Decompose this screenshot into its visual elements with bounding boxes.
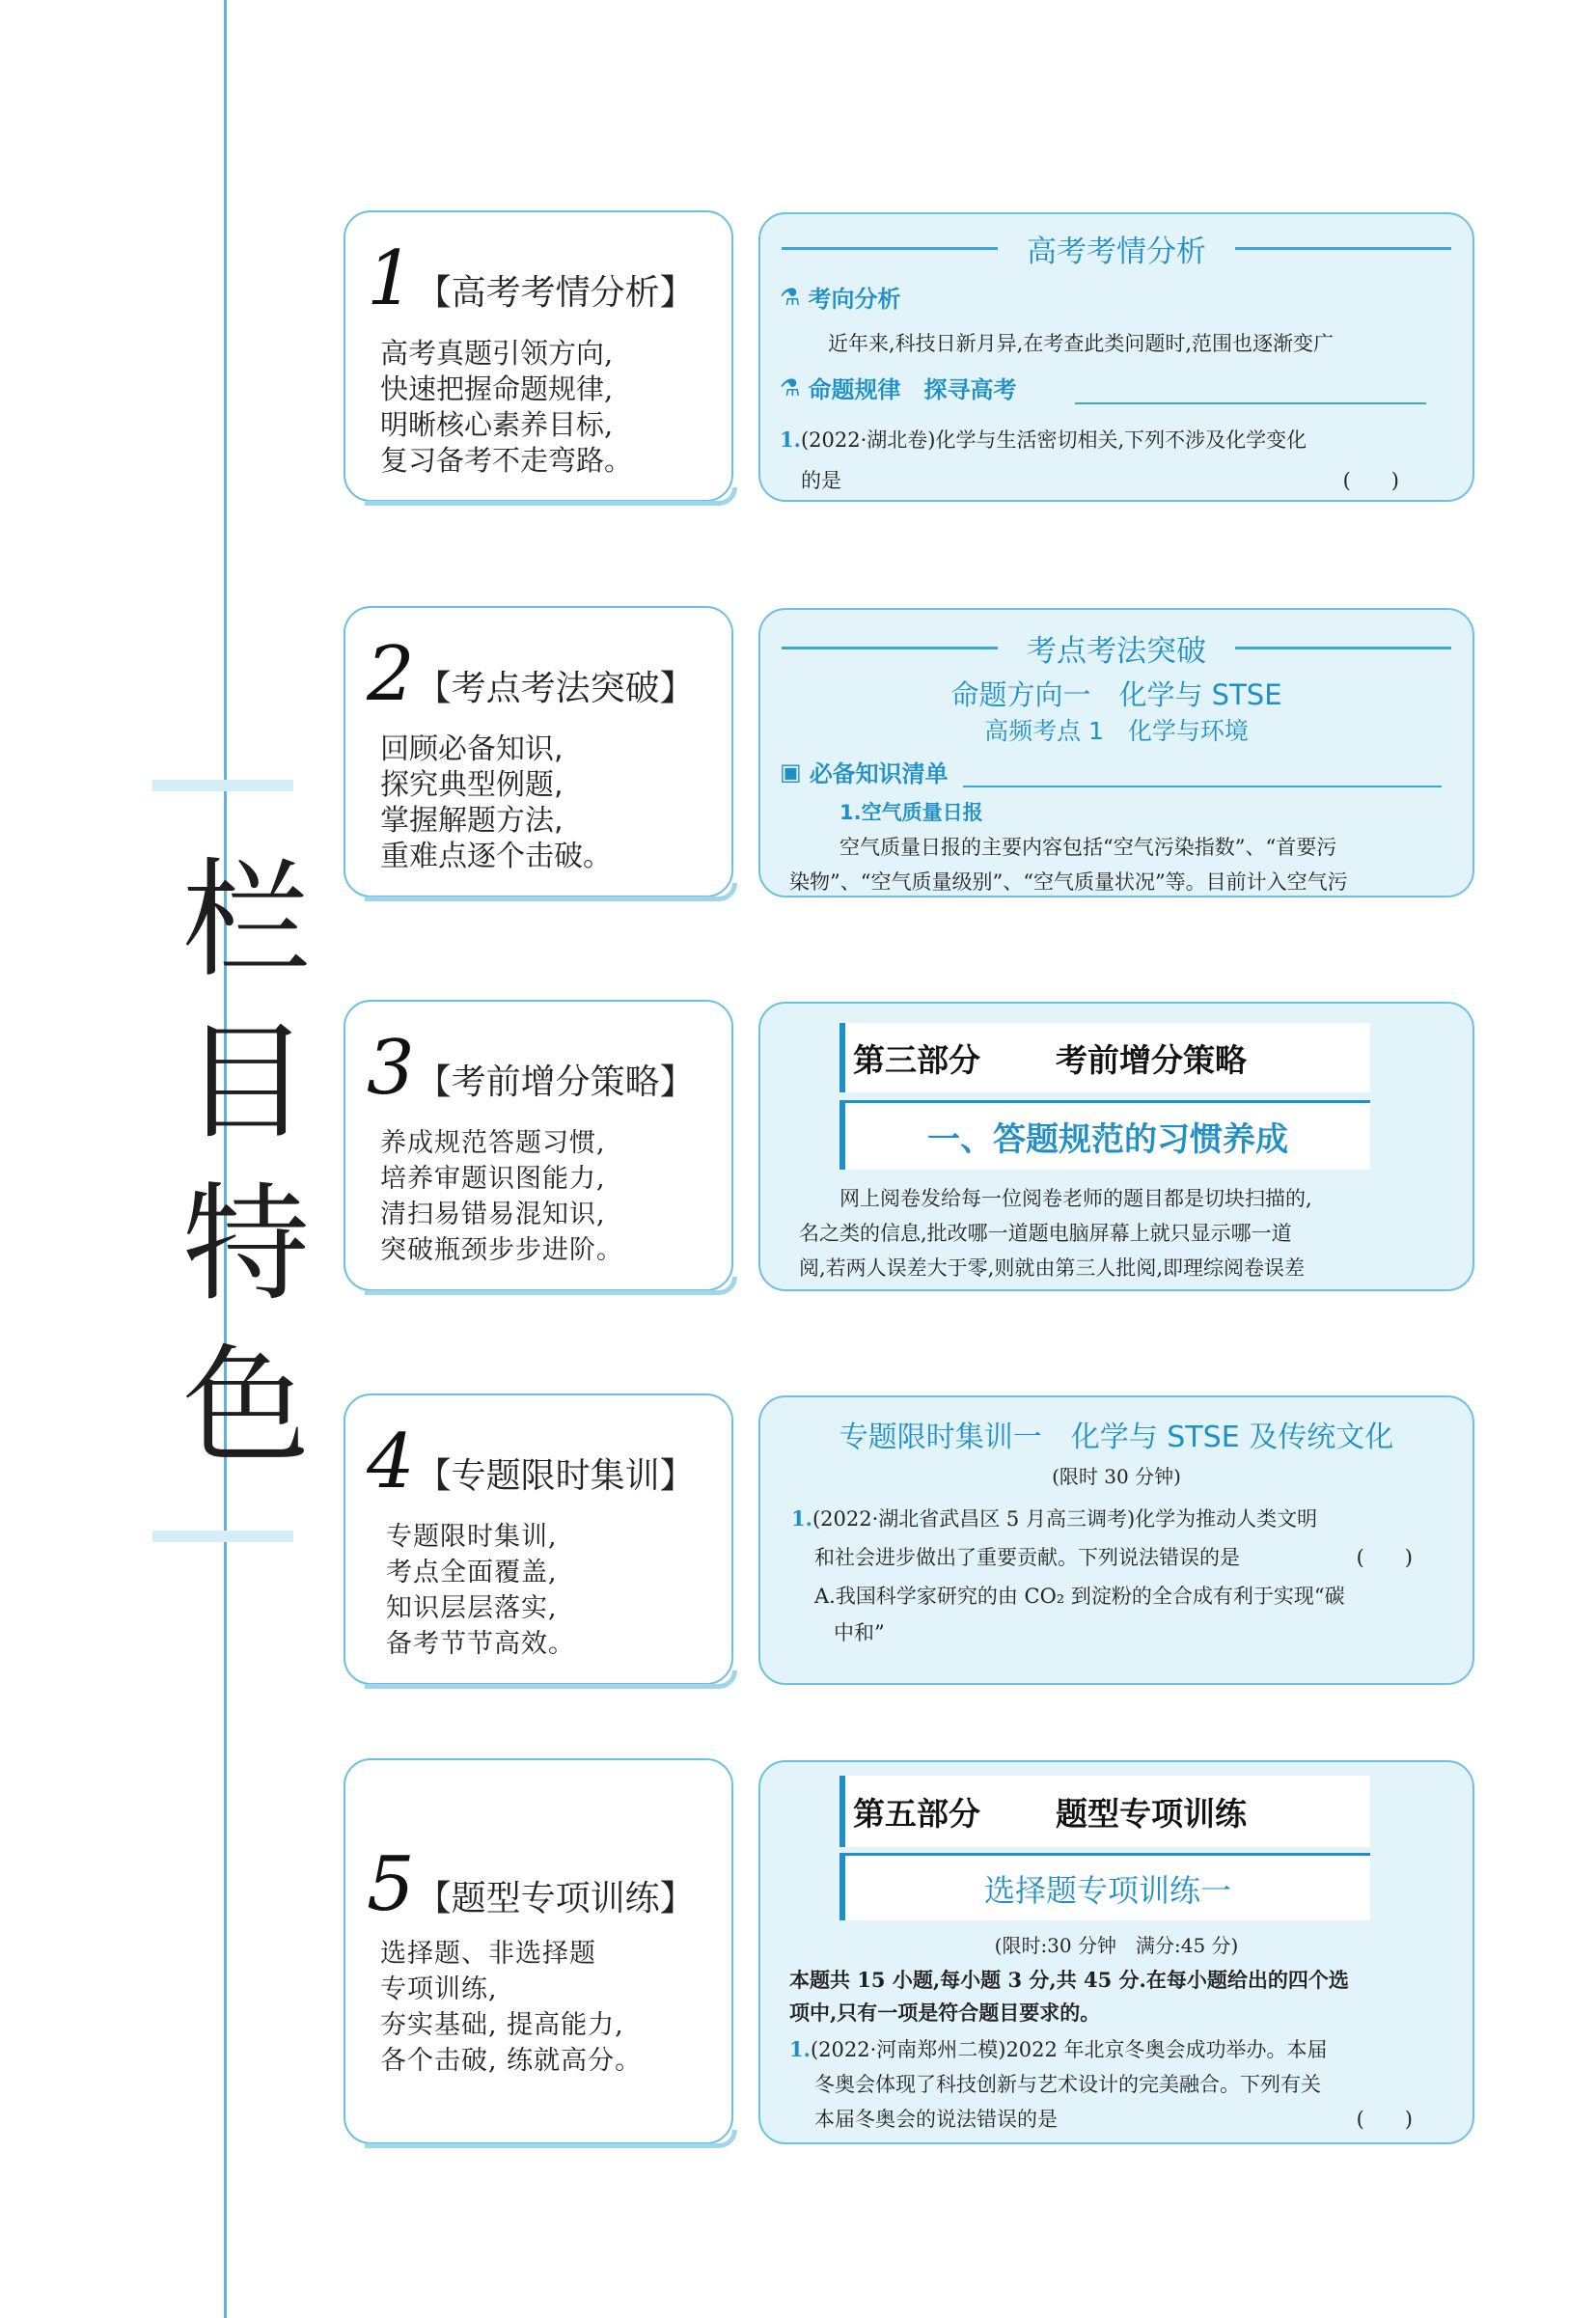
preview-panel-4: [758, 1395, 1474, 1685]
part-label: 第五部分: [853, 1794, 980, 1833]
chapter-title: 一、答题规范的习惯养成: [927, 1120, 1288, 1159]
card-number: 2: [367, 631, 415, 718]
desc-line: 夯实基础, 提高能力,: [380, 2010, 624, 2040]
underline: [963, 786, 1442, 787]
body-line: 网上阅卷发给每一位阅卷老师的题目都是切块扫描的,: [839, 1187, 1312, 1210]
chapter-heading: [839, 1853, 1370, 1920]
book-icon: ▣: [780, 758, 802, 786]
beaker-icon: ⚗: [780, 373, 801, 401]
desc-line: 回顾必备知识,: [380, 732, 564, 766]
part-heading: [839, 1776, 1370, 1847]
preview-panel-3: [758, 1002, 1474, 1291]
side-title-char: 栏: [182, 846, 310, 995]
desc-line: 专项训练,: [380, 1974, 498, 2004]
question-line: [814, 2104, 1413, 2133]
question-text: (2022·湖北卷)化学与生活密切相关,下列不涉及化学变化: [800, 428, 1307, 452]
question-number: 1.: [789, 2037, 811, 2061]
preview-panel-1: [758, 212, 1474, 502]
subheading-text: 命题规律 探寻高考: [808, 376, 1017, 403]
section-5: [344, 1758, 1474, 2150]
topic-point: 高频考点 1 化学与环境: [984, 717, 1249, 745]
card-description: [380, 1125, 623, 1268]
card-description: [380, 336, 632, 479]
instruction-line: 本题共 15 小题,每小题 3 分,共 45 分.在每小题给出的四个选: [789, 1968, 1349, 1992]
card-description: [380, 731, 612, 874]
feature-card-4: [344, 1394, 733, 1685]
desc-line: 探究典型例题,: [380, 768, 564, 802]
question-text: 和社会进步做出了重要贡献。下列说法错误的是: [814, 1546, 1240, 1569]
card-number: 5: [367, 1841, 415, 1928]
card-title: 【专题限时集训】: [416, 1456, 695, 1496]
side-title: [182, 840, 310, 1488]
question-line: [801, 465, 1399, 494]
part-label: 第三部分: [853, 1040, 980, 1079]
card-number: 1: [367, 235, 415, 322]
question-text: (2022·河南郑州二模)2022 年北京冬奥会成功举办。本届: [810, 2038, 1328, 2061]
question-line: [780, 425, 1307, 454]
desc-line: 知识层层落实,: [386, 1593, 558, 1623]
card-title: 【考前增分策略】: [416, 1062, 695, 1102]
side-bar-bottom: [152, 1531, 293, 1542]
question-text: 的是: [801, 469, 841, 492]
card-description: [386, 1519, 575, 1662]
desc-line: 高考真题引领方向,: [380, 337, 614, 370]
side-bar-top: [152, 780, 293, 791]
desc-line: 掌握解题方法,: [380, 804, 564, 838]
section-1: [344, 210, 1474, 506]
preview-header-text: 高考考情分析: [1027, 234, 1206, 269]
feature-card-2: [344, 606, 733, 897]
side-title-char: 色: [182, 1333, 310, 1481]
part-title: 考前增分策略: [1056, 1040, 1247, 1079]
section-4: [344, 1394, 1474, 1689]
body-line: 名之类的信息,批改哪一道题电脑屏幕上就只显示哪一道: [799, 1222, 1292, 1245]
question-text: (2022·湖北省武昌区 5 月高三调考)化学为推动人类文明: [812, 1507, 1318, 1531]
feature-card-3: [344, 1000, 733, 1291]
time-limit: (限时:30 分钟 满分:45 分): [994, 1934, 1239, 1957]
question-line: [789, 2034, 1328, 2063]
preview-panel-2: [758, 608, 1474, 897]
body-line: 染物”、“空气质量级别”、“空气质量状况”等。目前计入空气污: [789, 870, 1348, 894]
desc-line: 快速把握命题规律,: [380, 373, 614, 405]
topic-direction: 命题方向一 化学与 STSE: [950, 678, 1282, 711]
section-2: [344, 606, 1474, 901]
subheading: [780, 280, 901, 314]
list-item-title: 1.空气质量日报: [839, 801, 983, 824]
body-line: 近年来,科技日新月异,在考查此类问题时,范围也逐渐变广: [828, 332, 1335, 355]
chapter-title: 选择题专项训练一: [983, 1871, 1231, 1909]
answer-bracket: ( ): [1356, 1546, 1413, 1569]
desc-line: 各个击破, 练就高分。: [380, 2046, 643, 2076]
desc-line: 突破瓶颈步步进阶。: [380, 1235, 623, 1265]
card-head: [367, 631, 695, 718]
desc-line: 考点全面覆盖,: [386, 1558, 558, 1587]
side-title-char: 目: [182, 1008, 310, 1157]
desc-line: 清扫易错易混知识,: [380, 1200, 606, 1229]
answer-bracket: ( ): [1342, 469, 1399, 492]
answer-bracket: ( ): [1356, 2108, 1413, 2131]
desc-line: 复习备考不走弯路。: [380, 444, 633, 477]
card-head: [367, 1841, 695, 1928]
subheading: [780, 371, 1017, 404]
subheading-text: 考向分析: [808, 286, 901, 313]
option-line: A.我国科学家研究的由 CO₂ 到淀粉的全合成有利于实现“碳: [814, 1585, 1345, 1608]
card-title: 【高考考情分析】: [416, 273, 695, 313]
question-text: 本届冬奥会的说法错误的是: [814, 2108, 1058, 2131]
card-number: 4: [367, 1419, 415, 1505]
desc-line: 明晰核心素养目标,: [380, 408, 614, 441]
card-description: [380, 1936, 642, 2079]
desc-line: 养成规范答题习惯,: [380, 1128, 606, 1158]
preview-header: [782, 232, 1451, 269]
flask-icon: ⚗: [780, 283, 801, 311]
question-line: [791, 1504, 1317, 1532]
question-line: 冬奥会体现了科技创新与艺术设计的完美融合。下列有关: [814, 2073, 1321, 2096]
desc-line: 选择题、非选择题: [380, 1939, 596, 1969]
card-head: [367, 235, 695, 322]
subheading-text: 必备知识清单: [809, 760, 949, 787]
question-number: 1.: [780, 428, 801, 452]
part-heading: [839, 1023, 1370, 1092]
instruction-line: 项中,只有一项是符合题目要求的。: [789, 2001, 1101, 2025]
section-3: [344, 1000, 1474, 1295]
desc-line: 重难点逐个击破。: [380, 840, 612, 873]
question-line: [814, 1542, 1413, 1571]
question-number: 1.: [791, 1506, 812, 1531]
card-title: 【考点考法突破】: [416, 669, 695, 708]
chapter-heading: [839, 1100, 1370, 1170]
desc-line: 备考节节高效。: [386, 1629, 575, 1659]
preview-header: [782, 631, 1451, 669]
card-title: 【题型专项训练】: [416, 1879, 695, 1918]
time-limit: (限时 30 分钟): [1052, 1465, 1181, 1488]
desc-line: 专题限时集训,: [386, 1522, 558, 1552]
preview-header-text: 考点考法突破: [1027, 633, 1206, 669]
body-line: 空气质量日报的主要内容包括“空气污染指数”、“首要污: [839, 836, 1337, 859]
underline: [1075, 402, 1426, 404]
option-line: 中和”: [834, 1621, 885, 1644]
feature-card-1: [344, 210, 733, 502]
part-title: 题型专项训练: [1056, 1794, 1247, 1833]
preview-panel-5: [758, 1760, 1474, 2144]
preview-header: 专题限时集训一 化学与 STSE 及传统文化: [839, 1421, 1394, 1454]
desc-line: 培养审题识图能力,: [380, 1164, 606, 1194]
body-line: 阅,若两人误差大于零,则就由第三人批阅,即理综阅卷误差: [799, 1256, 1306, 1280]
side-title-char: 特: [182, 1171, 310, 1319]
subheading: [780, 755, 949, 788]
card-number: 3: [367, 1025, 415, 1112]
feature-card-5: [344, 1758, 733, 2144]
card-head: [367, 1025, 695, 1112]
card-head: [367, 1419, 695, 1505]
